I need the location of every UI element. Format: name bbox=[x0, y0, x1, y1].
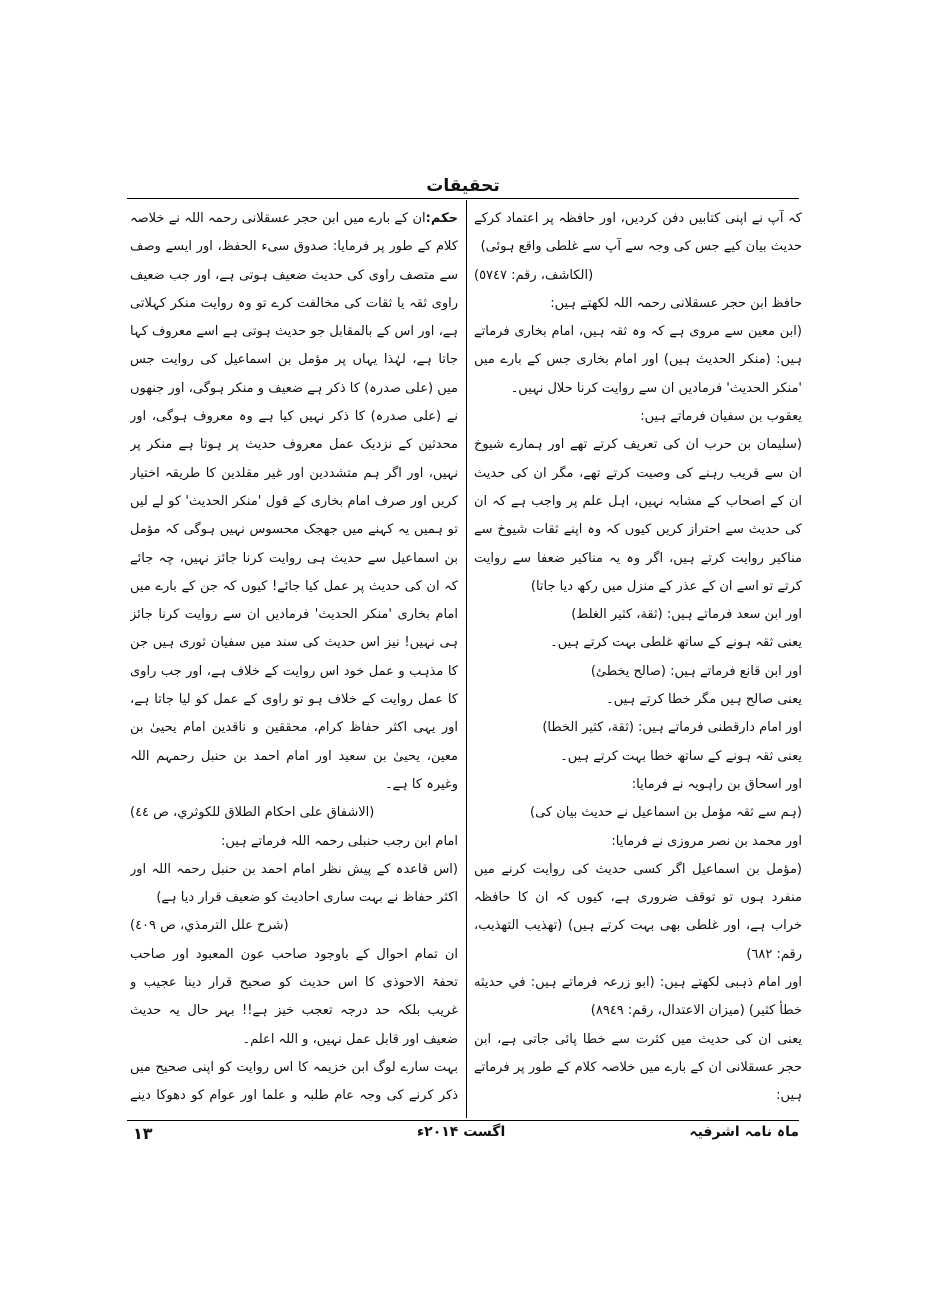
citation: (شرح علل الترمذي، ص ٤٠٩) bbox=[130, 918, 289, 934]
paragraph: امام ابن رجب حنبلی رحمہ اللہ فرماتے ہیں: bbox=[220, 833, 458, 849]
page-number: ۱۳ bbox=[133, 1124, 153, 1143]
paragraph: اور ابن سعد فرماتے ہیں: (ثقة، كثير الغلط) bbox=[571, 607, 802, 623]
paragraph: (ہم سے ثقہ مؤمل بن اسماعیل نے حدیث بیان کی) bbox=[530, 805, 802, 821]
left-column bbox=[130, 205, 458, 1115]
hukm-label: حکم: bbox=[425, 211, 458, 226]
paragraph: اور امام ذہبی لکھتے ہیں: (ابو زرعہ فرماتے ہیں: في حديثه خطأ كثير) (ميزان الاعتدال، رقم: ٨٩٤٩) bbox=[474, 975, 802, 1019]
paragraph: یعنی ان کی حدیث میں کثرت سے خطا پائی جاتی ہے، ابن حجر عسقلانی ان کے بارے میں خلاصہ کلام کے طور پر فرماتے ہیں: bbox=[474, 1031, 802, 1104]
paragraph: (ابن معین سے مروی ہے کہ وہ ثقہ ہیں، امام بخاری فرماتے ہیں: (منکر الحدیث ہیں) اور امام بخاری جس کے بارے میں 'منکر الحدیث' فرمادیں ان سے روایت کرنا حلال نہیں۔ bbox=[474, 324, 802, 396]
footer bbox=[127, 1124, 799, 1148]
right-column bbox=[474, 205, 802, 1115]
magazine-name: ماہ نامہ اشرفیہ bbox=[689, 1124, 799, 1140]
header-rule bbox=[127, 198, 799, 199]
paragraph: (اس قاعدہ کے پیش نظر امام احمد بن حنبل رحمہ اللہ اور اکثر حفاظ نے بہت ساری احادیث کو ضعیف قرار دیا ہے) bbox=[130, 861, 458, 906]
paragraph bbox=[130, 205, 458, 799]
paragraph: اور محمد بن نصر مروزی نے فرمایا: bbox=[611, 833, 802, 849]
page-title: تحقیقات bbox=[426, 176, 500, 196]
paragraph: اور ابن قانع فرماتے ہیں: (صالح يخطئ) bbox=[590, 663, 802, 679]
column-divider bbox=[466, 200, 467, 1118]
paragraph: یعنی ثقہ ہونے کے ساتھ خطا بہت کرتے ہیں۔ bbox=[560, 748, 802, 764]
paragraph: یعقوب بن سفیان فرماتے ہیں: bbox=[640, 409, 802, 425]
paragraph: یعنی ثقہ ہونے کے ساتھ غلطی بہت کرتے ہیں۔ bbox=[550, 635, 802, 651]
paragraph-text: ان کے بارے میں ابن حجر عسقلانی رحمہ اللہ نے خلاصہ کلام کے طور پر فرمایا: صدوق سیء الحفظ، اور ایسے وصف سے متصف راوی کی حدیث ضعیف ہوتی ہے، اور جب ضعیف راوی ثقہ یا ثقات کی مخالفت کرے تو وہ روایت منکر کہلاتی ہے، اور اس کے بالمقابل جو حدیث ہوتی ہے اسے معروف کہا جاتا ہے، لہٰذا یہاں پر مؤمل بن اسماعیل کی روایت جس میں (علی صدرہ) کا ذکر ہے ضعیف و منکر ہوگی، اور جنھوں نے (علی صدرہ) کا ذکر نہیں کیا ہے وہ معروف ہوگی، اور محدثین کے نزدیک عمل معروف حدیث پر ہوتا ہے منکر پر نہیں، اور اگر ہم متشددین اور غیر مقلدین کا طریقہ اختیار کریں اور صرف امام بخاری کے قول 'منکر الحدیث' کو لے لیں تو ہمیں یہ کہنے میں جھجک محسوس نہیں ہوگی کہ مؤمل بن اسماعیل سے حدیث ہی روایت کرنا جائز نہیں، چہ جائے کہ ان کی حدیث پر عمل کیا جائے! کیوں کہ جن کے بارے میں امام بخاری 'منکر الحدیث' فرمادیں ان سے روایت کرنا جائز ہی نہیں! نیز اس حدیث کی سند میں سفیان ثوری ہیں جن کا مذہب و عمل خود اس روایت کے خلاف ہے، اور جب راوی کا عمل روایت کے خلاف ہو تو راوی کے عمل کو لیا جاتا ہے، اور یہی اکثر حفاظ کرام، محققین و ناقدین امام یحییٰ بن معین، یحییٰ بن سعید اور امام احمد بن حنبل رحمہم اللہ وغیرہ کا ہے۔ bbox=[130, 211, 458, 792]
paragraph: حافظ ابن حجر عسقلانی رحمہ اللہ لکھتے ہیں: bbox=[550, 295, 802, 311]
paragraph: اور اسحاق بن راہویہ نے فرمایا: bbox=[631, 776, 802, 792]
paragraph: ان تمام احوال کے باوجود صاحب عون المعبود اور صاحب تحفۃ الاحوذی کا اس حدیث کو صحیح قرار دینا عجیب و غریب بلکہ حد درجہ تعجب خیز ہے!! بہر حال یہ حدیث ضعیف اور قابل عمل نہیں، و اللہ اعلم۔ bbox=[130, 946, 458, 1047]
paragraph: (سلیمان بن حرب ان کی تعریف کرتے تھے اور ہمارے شیوخ ان سے قریب رہنے کی وصیت کرتے تھے، مگر ان کی حدیث ان کے اصحاب کے مشابہ نہیں، اہل علم پر واجب ہے کہ ان کی حدیث سے احتراز کریں کیوں کہ وہ اپنے ثقات شیوخ سے مناکیر روایت کرتے ہیں، اگر وہ یہ مناکیر ضعفا سے روایت کرتے تو اسے ان کے عذر کے منزل میں رکھ دیا جاتا) bbox=[474, 437, 802, 594]
issue-date: اگست ۲۰۱۴ء bbox=[417, 1124, 506, 1140]
paragraph: اور امام دارقطنی فرماتے ہیں: (ثقة، كثير الخطا) bbox=[542, 720, 802, 736]
paragraph: (مؤمل بن اسماعیل اگر کسی حدیث کی روایت کرنے میں منفرد ہوں تو توقف ضروری ہے، کیوں کہ ان کا حافظہ خراب ہے، اور غلطی بھی بہت کرتے ہیں) (تهذيب التهذيب، رقم: ٦٨٢) bbox=[474, 861, 802, 962]
paragraph: بہت سارے لوگ ابن خزیمہ کا اس روایت کو اپنی صحیح میں ذکر کرنے کی وجہ عام طلبہ و علما اور عوام کو دھوکا دینے bbox=[130, 1059, 458, 1104]
paragraph bbox=[474, 1111, 802, 1116]
paragraph: کہ آپ نے اپنی کتابیں دفن کردیں، اور حافظہ پر اعتماد کرکے حدیث بیان کیے جس کی وجہ سے آپ سے غلطی واقع ہوئی) bbox=[474, 211, 802, 255]
citation: (الکاشف، رقم: ٥٧٤٧) bbox=[474, 267, 594, 283]
paragraph: یعنی صالح ہیں مگر خطا کرتے ہیں۔ bbox=[606, 692, 802, 708]
footer-rule bbox=[127, 1120, 799, 1121]
citation: (الاشفاق على احكام الطلاق للكوثري، ص ٤٤) bbox=[130, 805, 375, 821]
